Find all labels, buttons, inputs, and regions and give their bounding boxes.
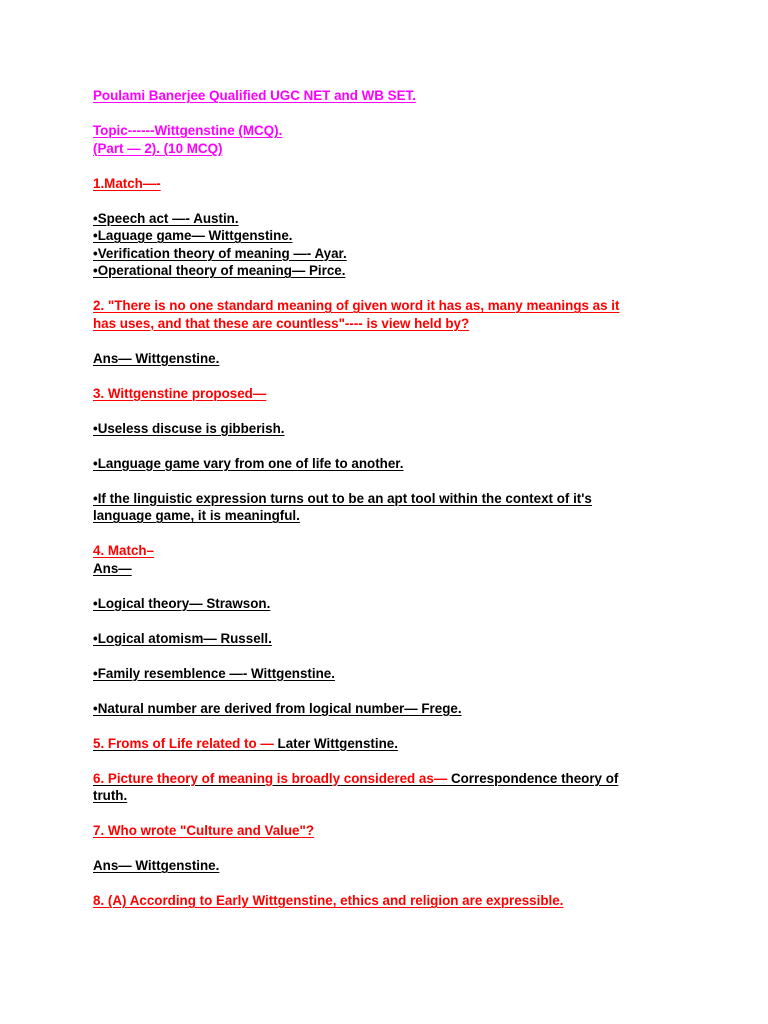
q4-title: 4. Match– xyxy=(93,543,155,558)
q4-ans-label: Ans— xyxy=(93,560,132,576)
q3-option-cont: language game, it is meaningful. xyxy=(93,508,300,523)
q5-question: 5. Froms of Life related to — xyxy=(93,735,274,751)
document-page xyxy=(93,87,673,910)
author-line: Poulami Banerjee Qualified UGC NET and WB SET. xyxy=(93,88,416,103)
q4-item: •Logical atomism— Russell. xyxy=(93,630,272,646)
q1-item: •Operational theory of meaning— Pirce. xyxy=(93,263,346,278)
topic-line: Topic------Wittgenstine (MCQ). xyxy=(93,123,283,138)
q6-question: 6. Picture theory of meaning is broadly considered as— xyxy=(93,770,448,786)
q3-option: •Useless discuse is gibberish. xyxy=(93,420,285,436)
q4-item: •Natural number are derived from logical number— Frege. xyxy=(93,700,462,716)
q6-answer-cont: truth. xyxy=(93,788,128,803)
q1-item: •Laguage game— Wittgenstine. xyxy=(93,228,293,243)
q5-line xyxy=(93,735,673,753)
q2-line2: has uses, and that these are countless"---- is view held by? xyxy=(93,315,470,331)
q1-item: •Speech act —- Austin. xyxy=(93,210,239,226)
q2-line1: 2. "There is no one standard meaning of given word it has as, many meanings as it xyxy=(93,298,620,313)
q4-item: •Logical theory— Strawson. xyxy=(93,595,271,611)
q8-question: 8. (A) According to Early Wittgenstine, ethics and religion are expressible. xyxy=(93,893,564,908)
part-line: (Part — 2). (10 MCQ) xyxy=(93,140,223,156)
q3-option: •If the linguistic expression turns out to be an apt tool within the context of it's xyxy=(93,490,592,506)
q5-answer: Later Wittgenstine. xyxy=(273,735,398,751)
q1-title: 1.Match—- xyxy=(93,175,161,191)
q3-option: •Language game vary from one of life to another. xyxy=(93,455,404,471)
q4-item: •Family resemblence —- Wittgenstine. xyxy=(93,665,335,681)
q1-item: •Verification theory of meaning —- Ayar. xyxy=(93,245,347,261)
q3-title: 3. Wittgenstine proposed— xyxy=(93,385,267,401)
q7-answer: Ans— Wittgenstine. xyxy=(93,858,220,873)
q6-line1 xyxy=(93,770,673,788)
q7-question: 7. Who wrote "Culture and Value"? xyxy=(93,823,315,838)
q6-answer: Correspondence theory of xyxy=(447,770,619,786)
q2-answer: Ans— Wittgenstine. xyxy=(93,350,220,366)
